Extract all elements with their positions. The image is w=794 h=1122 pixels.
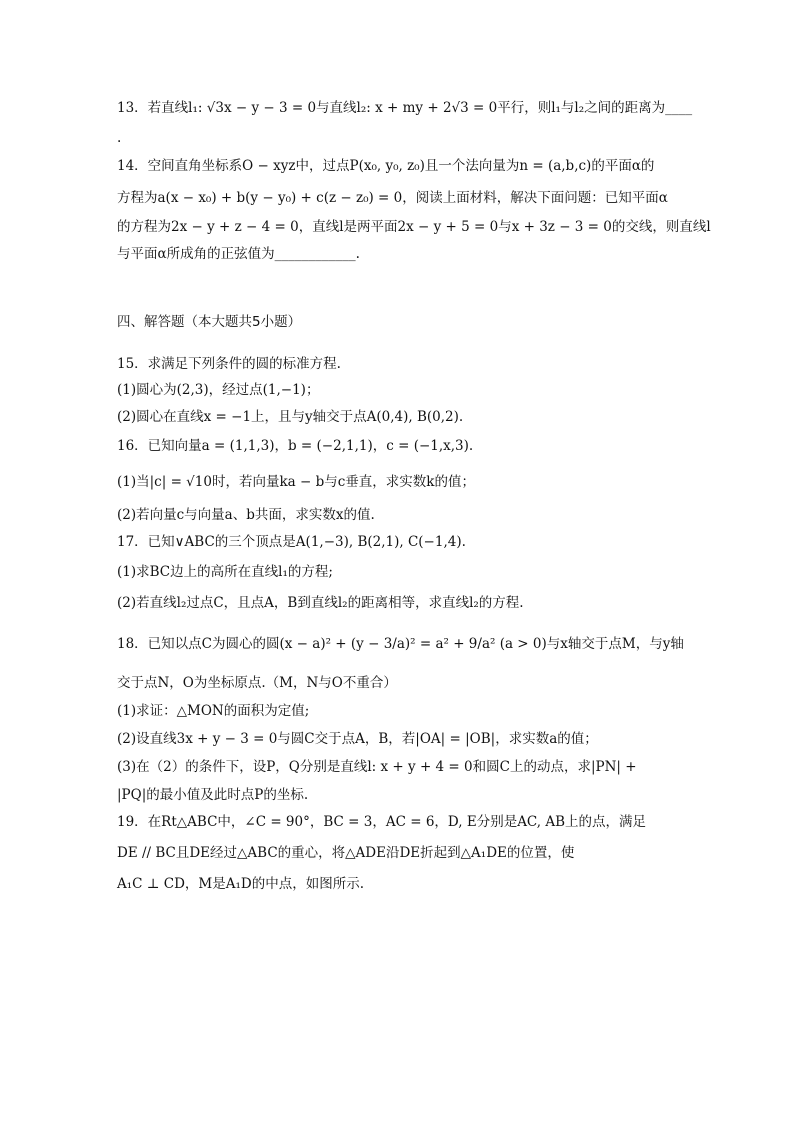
text-line: 18．已知以点C为圆心的圆(x − a)² + (y − 3/a)² = a² + 9/a² (a > 0)与x轴交于点M，与y轴 [117,636,684,652]
text-line: 16．已知向量a = (1,1,3)，b = (−2,1,1)，c = (−1,x,3). [117,438,474,454]
text-line: 与平面α所成角的正弦值为____________. [117,246,360,262]
text-line: 19．在Rt△ABC中，∠C = 90°，BC = 3，AC = 6，D, E分别是AC, AB上的点，满足 [117,814,647,830]
text-line: 14．空间直角坐标系O − xyz中，过点P(x₀, y₀, z₀)且一个法向量为n = (a,b,c)的平面α的 [117,158,655,174]
text-line: DE // BC且DE经过△ABC的重心，将△ADE沿DE折起到△A₁DE的位置，使 [117,845,575,861]
text-line: 17．已知∨ABC的三个顶点是A(1,−3), B(2,1), C(−1,4). [117,534,466,550]
section-heading: 四、解答题（本大题共5小题） [117,314,302,330]
text-line: 15．求满足下列条件的圆的标准方程. [117,356,341,372]
text-line: |PQ|的最小值及此时点P的坐标. [117,787,309,803]
text-line: (1)求BC边上的高所在直线l₁的方程; [117,564,333,580]
text-line: (2)设直线3x + y − 3 = 0与圆C交于点A，B，若|OA| = |OB|，求实数a的值； [117,731,598,747]
text-line: 方程为a(x − x₀) + b(y − y₀) + c(z − z₀) = 0，阅读上面材料，解决下面问题：已知平面α [117,190,668,206]
text-line: (1)求证：△MON的面积为定值; [117,703,310,719]
text-line: (2)若直线l₂过点C，且点A，B到直线l₂的距离相等，求直线l₂的方程. [117,595,524,611]
text-line: (2)若向量c与向量a、b共面，求实数x的值. [117,507,375,523]
text-line: (2)圆心在直线x = −1上，且与y轴交于点A(0,4), B(0,2). [117,409,464,425]
text-line: A₁C ⊥ CD，M是A₁D的中点，如图所示. [117,876,365,892]
text-line: 的方程为2x − y + z − 4 = 0，直线l是两平面2x − y + 5 = 0与x + 3z − 3 = 0的交线，则直线l [117,219,711,235]
text-line: (1)当|c| = √10时，若向量ka − b与c垂直，求实数k的值； [117,474,475,490]
text-line: 交于点N，O为坐标原点.（M，N与O不重合） [117,675,397,691]
text-line: (1)圆心为(2,3)，经过点(1,−1)； [117,382,320,398]
text-line: (3)在（2）的条件下，设P，Q分别是直线l: x + y + 4 = 0和圆C上的动点，求|PN| + [117,759,637,775]
text-line: 13．若直线l₁: √3x − y − 3 = 0与直线l₂: x + my + 2√3 = 0平行，则l₁与l₂之间的距离为____ [117,100,693,116]
text-line: . [117,130,122,146]
